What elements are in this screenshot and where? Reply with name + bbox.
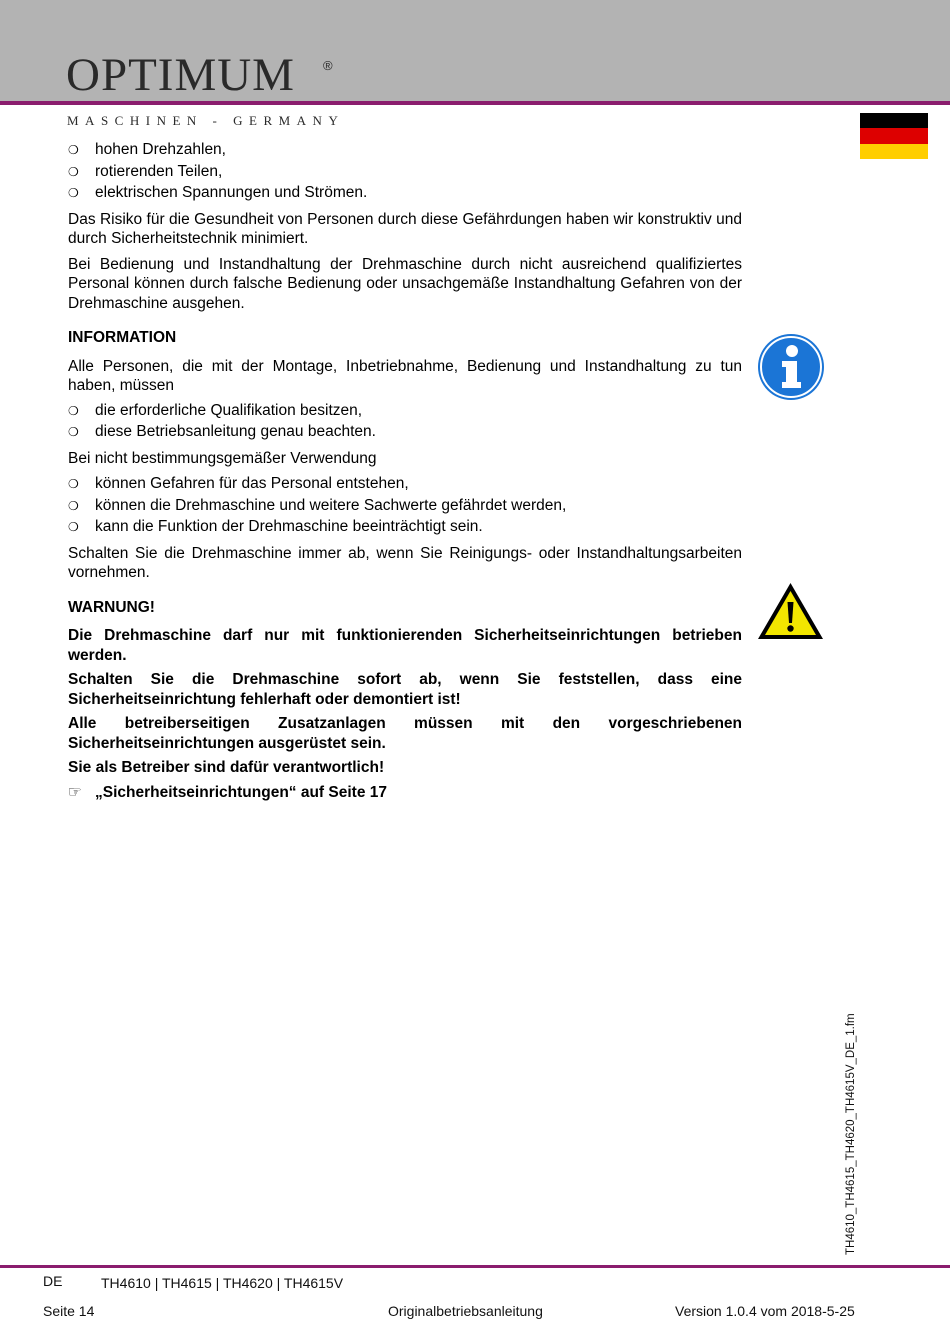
paragraph: Alle Personen, die mit der Montage, Inbetriebnahme, Bedienung und Instandhaltung zu tun haben, müssen [68, 357, 742, 394]
pointing-hand-icon: ☞ [68, 783, 82, 801]
list-item: ❍ diese Betriebsanleitung genau beachten. [68, 422, 742, 443]
paragraph: Das Risiko für die Gesundheit von Personen durch diese Gefährdungen haben wir konstruktiv und durch Sicherheitstechnik minimiert. [68, 210, 742, 247]
footer-rule [0, 1265, 950, 1268]
bullet-icon [68, 497, 95, 517]
cross-reference-link[interactable]: „Sicherheitseinrichtungen“ auf Seite 17 [95, 783, 387, 801]
list-item: ❍ können Gefahren für das Personal entstehen, [68, 474, 742, 495]
bullet-icon [68, 423, 95, 443]
cross-reference[interactable] [68, 783, 742, 803]
paragraph: Bei Bedienung und Instandhaltung der Drehmaschine durch nicht ausreichend qualifiziertes Personal können durch falsche Bedienung oder unsachgemäße Instandhaltung Gefahren von der Drehmaschine ausgehen. [68, 255, 742, 312]
paragraph: Schalten Sie die Drehmaschine immer ab, wenn Sie Reinigungs- oder Instandhaltungsarbeiten vornehmen. [68, 544, 742, 581]
header-rule [0, 101, 950, 105]
german-flag-icon [860, 113, 928, 159]
warning-text: Schalten Sie die Drehmaschine sofort ab, wenn Sie feststellen, dass eine Sicherheitseinrichtung fehlerhaft oder demontiert ist! [68, 671, 742, 708]
paragraph: Bei nicht bestimmungsgemäßer Verwendung [68, 449, 377, 467]
information-heading: INFORMATION [68, 329, 177, 346]
brand-logo: OPTIMUM [66, 49, 295, 101]
list-item: ❍ rotierenden Teilen, [68, 162, 742, 183]
registered-mark: ® [323, 58, 333, 73]
information-icon [757, 333, 825, 401]
brand-tagline: MASCHINEN - GERMANY [67, 113, 345, 128]
bullet-icon [68, 163, 95, 183]
list-item: ❍ elektrischen Spannungen und Strömen. [68, 183, 742, 204]
source-file-label: TH4610_TH4615_TH4620_TH4615V_DE_1.fm [845, 1013, 857, 1255]
version-info: Version 1.0.4 vom 2018-5-25 [675, 1303, 855, 1319]
warning-icon [756, 581, 825, 641]
list-item: ❍ hohen Drehzahlen, [68, 140, 742, 161]
list-item: ❍ die erforderliche Qualifikation besitzen, [68, 401, 742, 422]
footer-language: DE [43, 1273, 63, 1289]
list-item: ❍ können die Drehmaschine und weitere Sachwerte gefährdet werden, [68, 496, 742, 517]
footer-models: TH4610 | TH4615 | TH4620 | TH4615V [101, 1275, 344, 1291]
warning-text: Alle betreiberseitigen Zusatzanlagen müssen mit den vorgeschriebenen Sicherheitseinrichtungen ausgerüstet sein. [68, 715, 742, 752]
bullet-icon [68, 475, 95, 495]
list-item: ❍ kann die Funktion der Drehmaschine beeinträchtigt sein. [68, 517, 742, 538]
bullet-icon [68, 184, 95, 204]
bullet-icon [68, 518, 95, 538]
warning-heading: WARNUNG! [68, 598, 155, 616]
main-content [68, 140, 742, 802]
bullet-icon [68, 402, 95, 422]
page-number: Seite 14 [43, 1303, 95, 1319]
document-title: Originalbetriebsanleitung [388, 1303, 543, 1319]
bullet-icon [68, 141, 95, 161]
warning-text: Die Drehmaschine darf nur mit funktionierenden Sicherheitseinrichtungen betrieben werden. [68, 627, 742, 664]
warning-text: Sie als Betreiber sind dafür verantwortlich! [68, 759, 385, 776]
